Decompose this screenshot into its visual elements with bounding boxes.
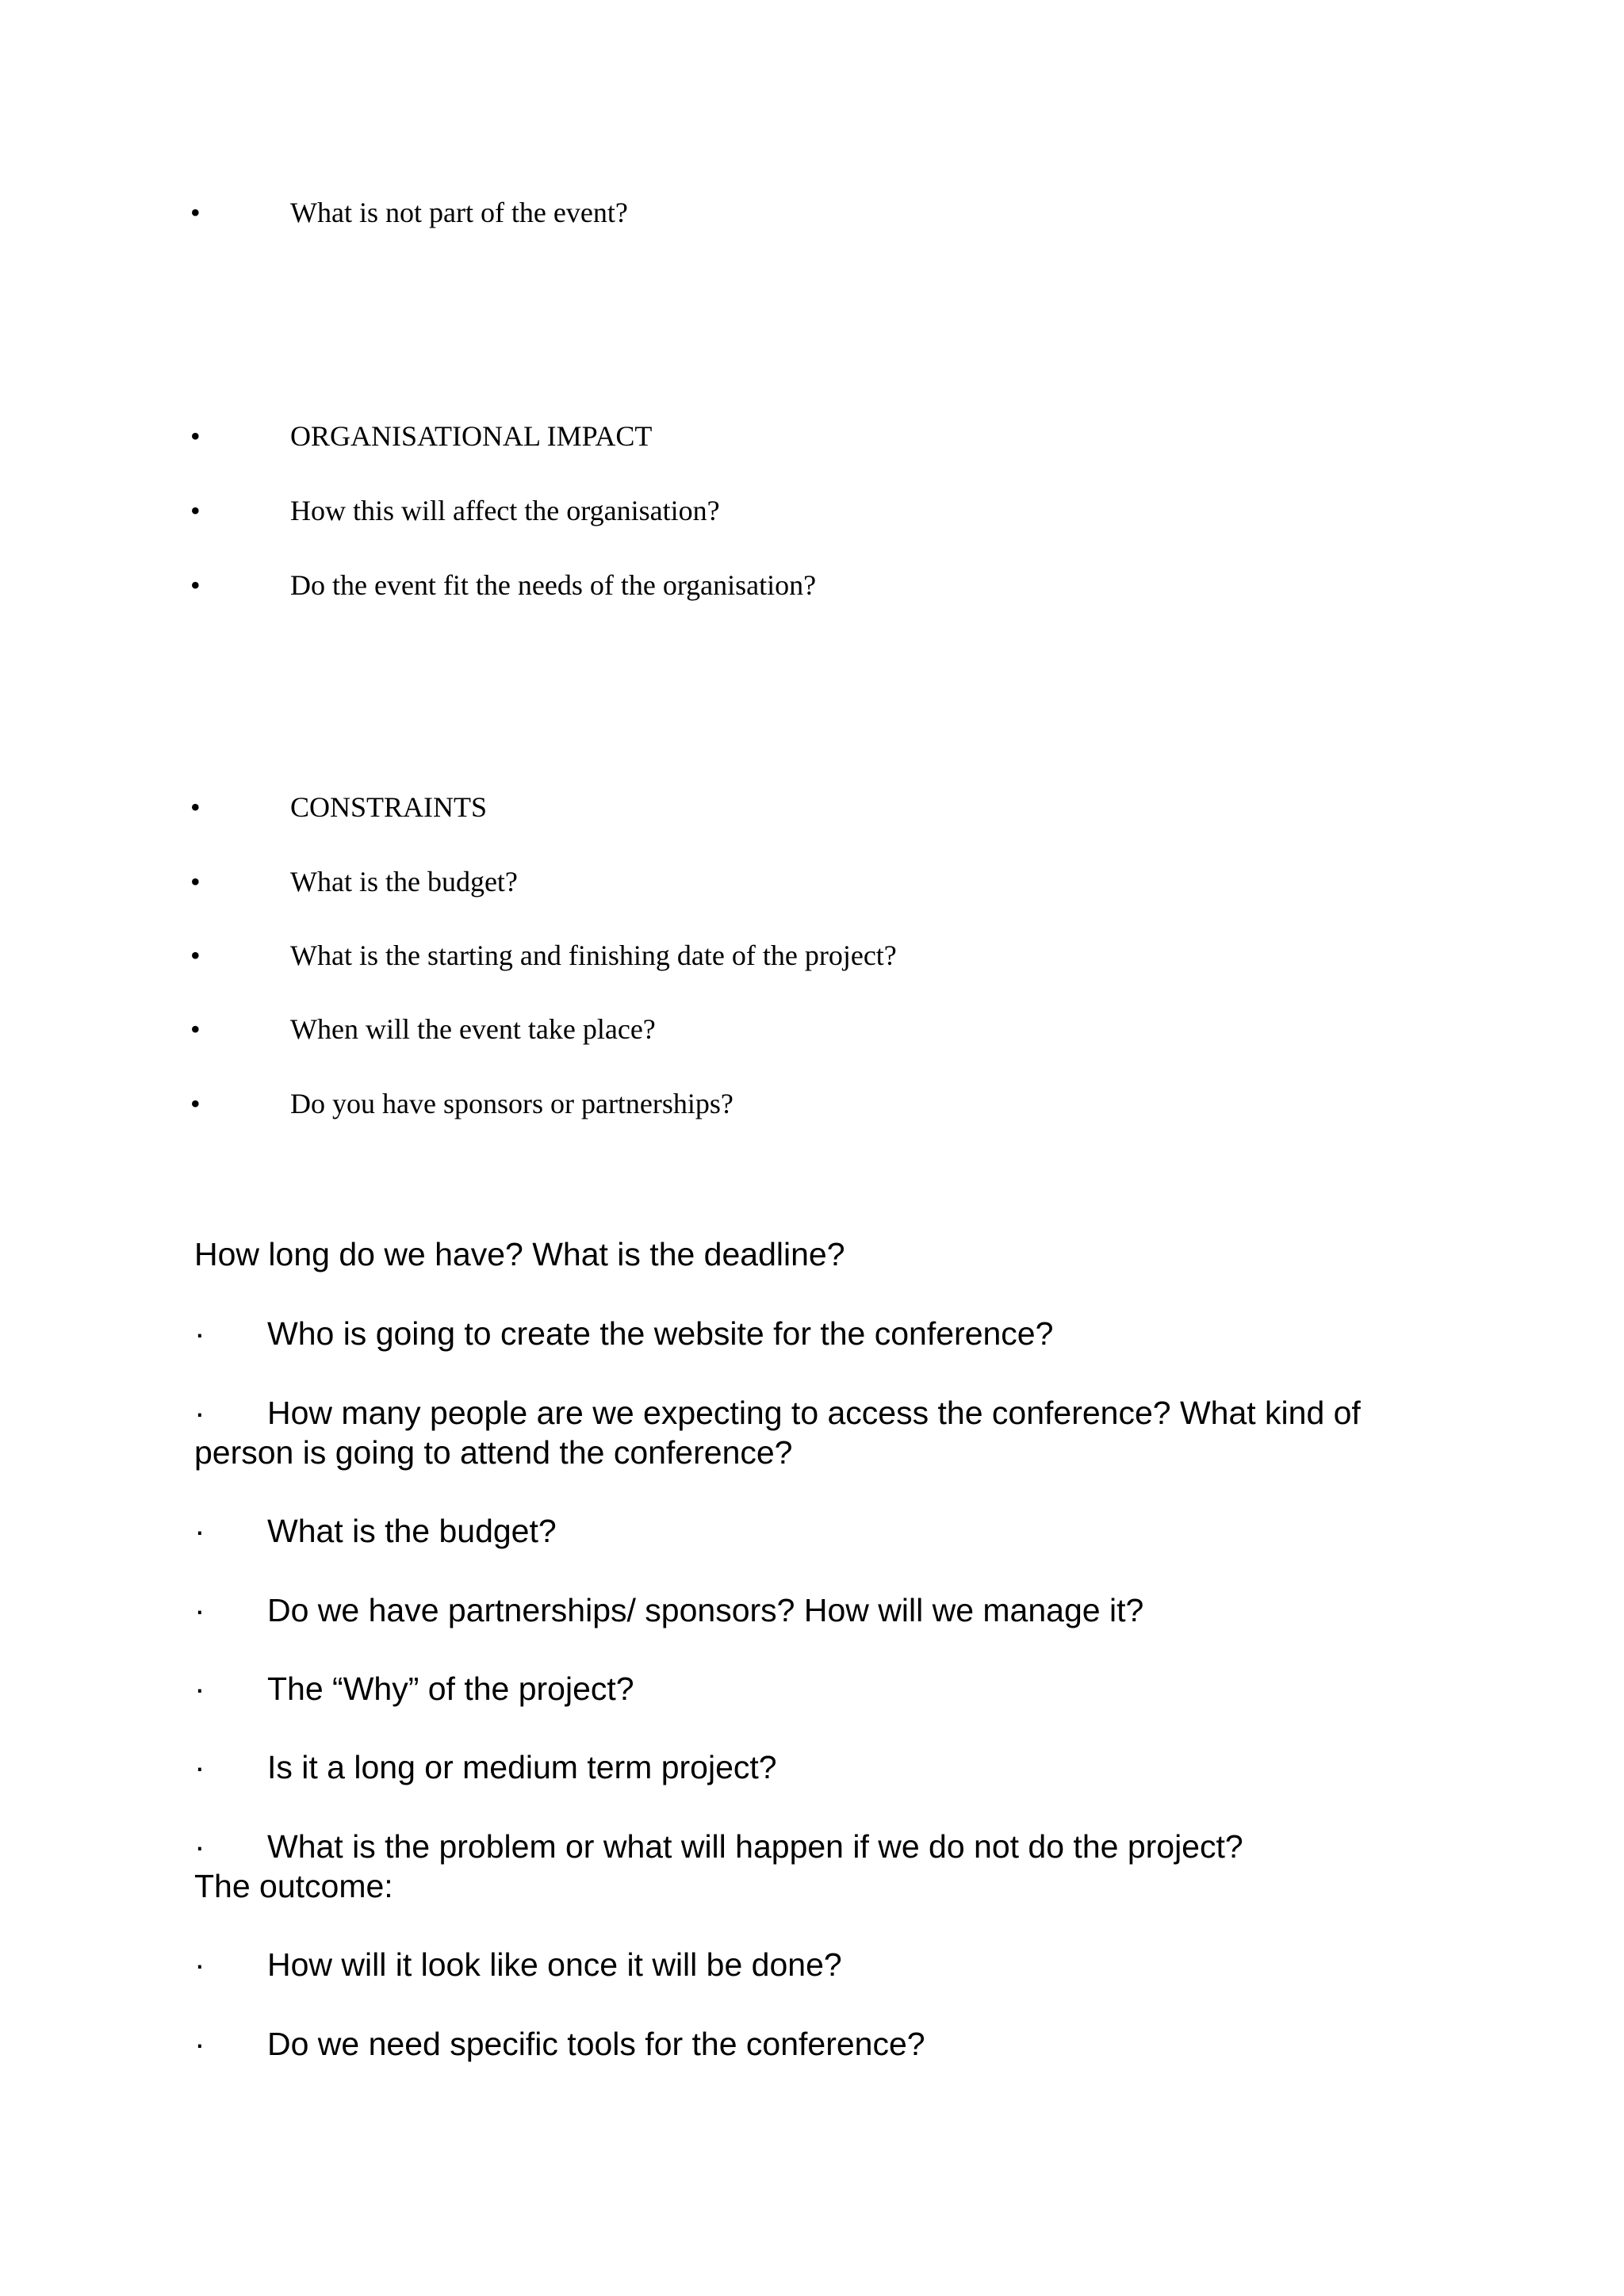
list-item-text: Do we have partnerships/ sponsors? How will we manage it? <box>267 1592 1144 1628</box>
bullet: · <box>194 1513 205 1549</box>
list-item-continuation: The outcome: <box>194 1868 393 1904</box>
list-item <box>194 2024 1431 2064</box>
list-item <box>194 1590 1431 1630</box>
list-item-text: What is the problem or what will happen if we do not do the project? <box>267 1828 1243 1865</box>
list-item-text: ORGANISATIONAL IMPACT <box>290 420 653 452</box>
bullet: · <box>194 1749 205 1785</box>
bullet: · <box>194 1395 205 1431</box>
bullet: · <box>194 1670 205 1707</box>
bullet: · <box>194 2026 205 2062</box>
bullet: · <box>194 1315 205 1352</box>
bullet: • <box>190 495 201 526</box>
list-item-text: What is the budget? <box>290 866 518 897</box>
list-item-text: What is not part of the event? <box>290 197 628 228</box>
list-item-text: How this will affect the organisation? <box>290 495 720 526</box>
bullet: • <box>190 569 201 601</box>
list-item-continuation: person is going to attend the conference? <box>194 1434 793 1471</box>
list-item-text: What is the budget? <box>267 1513 557 1549</box>
bullet: • <box>190 197 201 228</box>
bullet: · <box>194 1828 205 1865</box>
list-item <box>194 1669 1431 1709</box>
list-item <box>194 1945 1431 1984</box>
list-item-text: How many people are we expecting to access the conference? What kind of <box>267 1395 1361 1431</box>
bullet: · <box>194 1946 205 1983</box>
list-item-text: Who is going to create the website for the conference? <box>267 1315 1054 1352</box>
bullet: · <box>194 1592 205 1628</box>
list-item-text: Do the event fit the needs of the organisation? <box>290 569 817 601</box>
list-item-text: Do you have sponsors or partnerships? <box>290 1088 733 1119</box>
bullet: • <box>190 420 201 452</box>
list-item-text: When will the event take place? <box>290 1013 656 1045</box>
list-item <box>194 1511 1431 1551</box>
list-item-text: What is the starting and finishing date of the project? <box>290 939 897 971</box>
section-heading-deadline: How long do we have? What is the deadline? <box>194 1236 845 1272</box>
list-item <box>194 1747 1431 1787</box>
bullet: • <box>190 939 201 971</box>
list-item-text: How will it look like once it will be done? <box>267 1946 842 1983</box>
list-item <box>194 1393 1431 1472</box>
list-item-text: The “Why” of the project? <box>267 1670 634 1707</box>
list-item-text: Do we need specific tools for the conference? <box>267 2026 925 2062</box>
bullet: • <box>190 1088 201 1119</box>
list-item-text: Is it a long or medium term project? <box>267 1749 777 1785</box>
list-item-text: CONSTRAINTS <box>290 791 488 823</box>
bullet: • <box>190 791 201 823</box>
list-item <box>194 1827 1431 1906</box>
list-item <box>194 1314 1431 1353</box>
bullet: • <box>190 1013 201 1045</box>
bullet: • <box>190 866 201 897</box>
